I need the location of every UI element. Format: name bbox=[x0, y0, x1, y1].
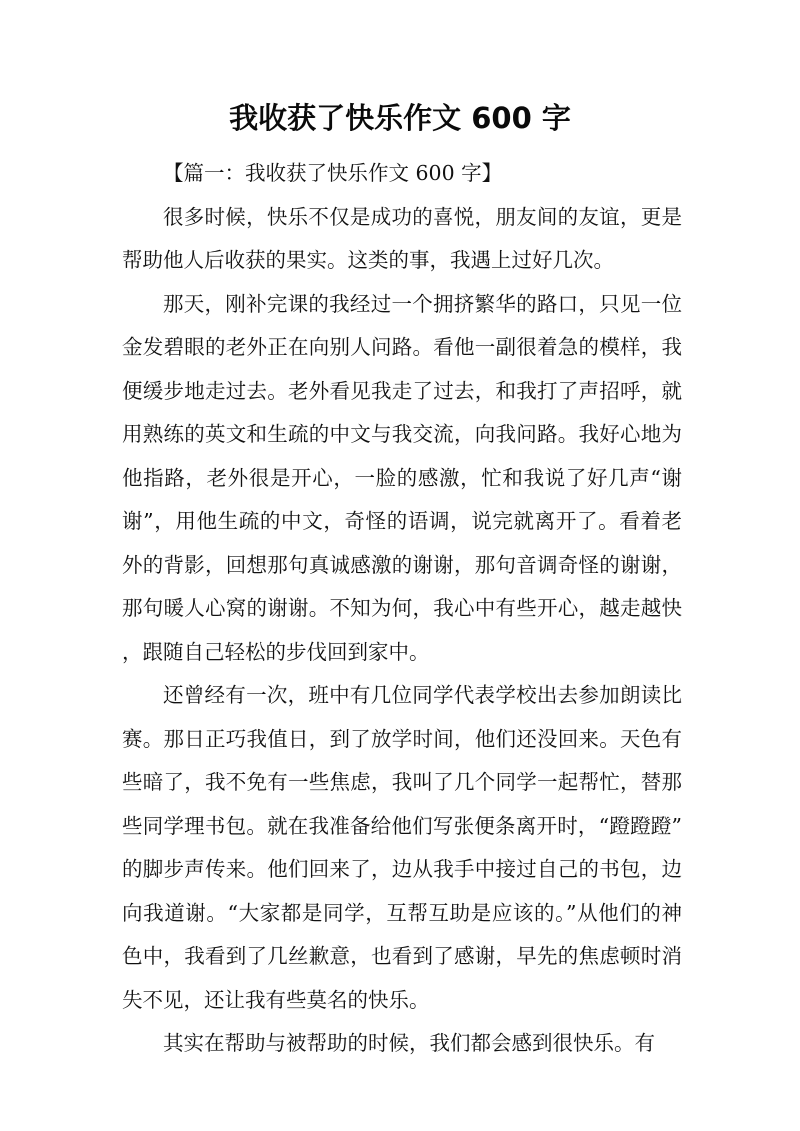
page-title: 我收获了快乐作文 600 字 bbox=[229, 101, 571, 135]
article-body bbox=[122, 152, 682, 1066]
paragraph: 很多时候，快乐不仅是成功的喜悦，朋友间的友谊，更是帮助他人后收获的果实。这类的事，我遇上过好几次。 bbox=[122, 204, 682, 272]
section-heading: 【篇一：我收获了快乐作文 600 字】 bbox=[163, 161, 503, 185]
paragraph: 还曾经有一次，班中有几位同学代表学校出去参加朗读比赛。那日正巧我值日，到了放学时间，他们还没回来。天色有些暗了，我不免有一些焦虑，我叫了几个同学一起帮忙，替那些同学理书包。就在我准备给他们写张便条离开时，“蹬蹬蹬”的脚步声传来。他们回来了，边从我手中接过自己的书包，边向我道谢。“大家都是同学，互帮互助是应该的。”从他们的神色中，我看到了几丝歉意，也看到了感谢，早先的焦虑顿时消失不见，还让我有些莫名的快乐。 bbox=[122, 683, 682, 1012]
paragraph: 其实在帮助与被帮助的时候，我们都会感到很快乐。有 bbox=[163, 1031, 655, 1055]
paragraph: 那天，刚补完课的我经过一个拥挤繁华的路口，只见一位金发碧眼的老外正在向别人问路。看他一副很着急的模样，我便缓步地走过去。老外看见我走了过去，和我打了声招呼，就用熟练的英文和生疏的中文与我交流，向我问路。我好心地为他指路，老外很是开心，一脸的感激，忙和我说了好几声“谢谢”，用他生疏的中文，奇怪的语调，说完就离开了。看着老外的背影，回想那句真诚感激的谢谢，那句音调奇怪的谢谢，那句暖人心窝的谢谢。不知为何，我心中有些开心，越走越快，跟随自己轻松的步伐回到家中。 bbox=[122, 291, 682, 664]
